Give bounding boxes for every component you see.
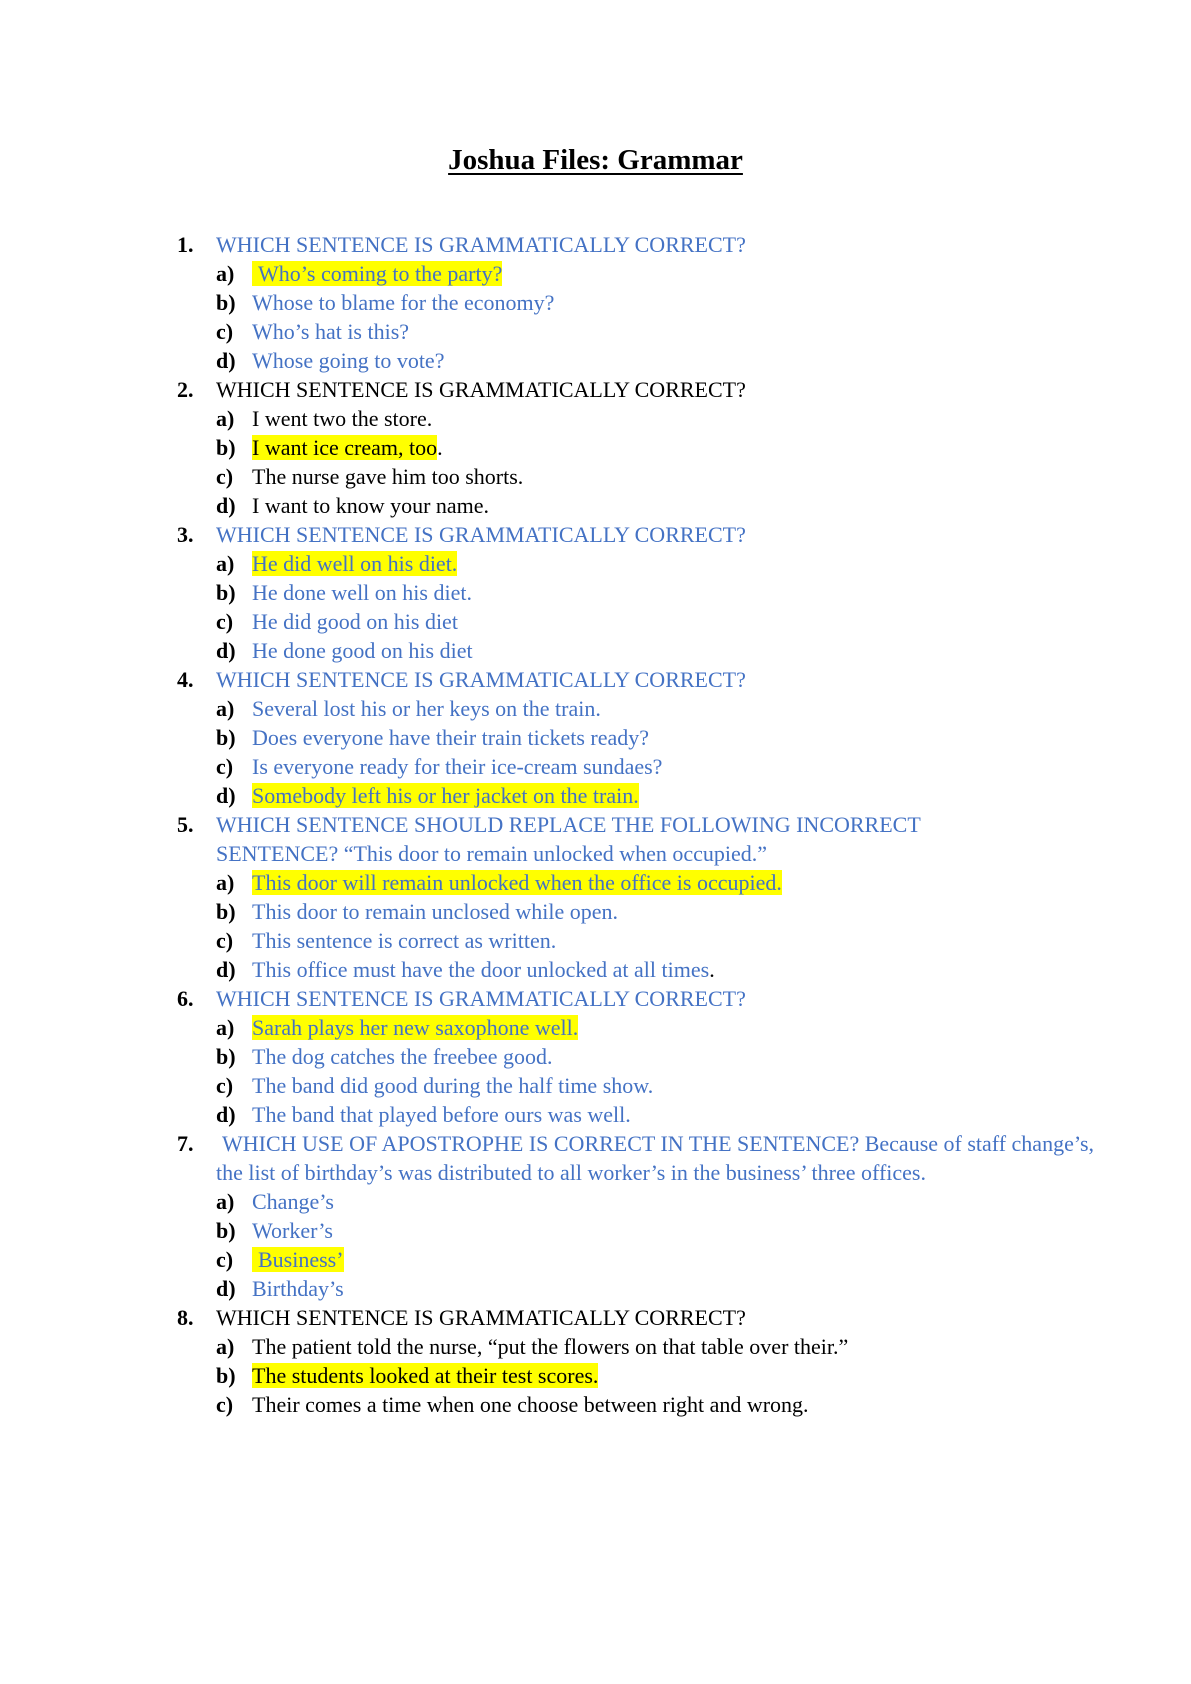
option-d — [177, 346, 1097, 375]
option-letter: c) — [216, 928, 234, 953]
option-text-highlighted: Somebody left his or her jacket on the train. — [252, 783, 639, 808]
option-letter: a) — [216, 1015, 235, 1040]
option-letter: a) — [216, 696, 235, 721]
option-tail: . — [709, 957, 715, 982]
question-text: WHICH SENTENCE IS GRAMMATICALLY CORRECT? — [216, 522, 746, 547]
option-c — [177, 317, 1097, 346]
option-c — [177, 462, 1097, 491]
option-text: The band did good during the half time show. — [252, 1073, 654, 1098]
option-letter: c) — [216, 1247, 234, 1272]
question-number: 2. — [177, 377, 194, 402]
question-stem — [177, 810, 956, 868]
question-text: WHICH SENTENCE SHOULD REPLACE THE FOLLOWING INCORRECT SENTENCE? “This door to remain unlocked when occupied.” — [216, 812, 921, 866]
question-stem — [177, 230, 1097, 259]
question-stem — [177, 520, 1097, 549]
option-d — [177, 955, 1097, 984]
option-text: He did good on his diet — [252, 609, 458, 634]
option-a — [177, 1013, 1097, 1042]
question-8 — [177, 1303, 1097, 1419]
question-4 — [177, 665, 1097, 810]
option-letter: b) — [216, 1044, 236, 1069]
question-stem — [177, 1129, 1096, 1187]
option-a — [177, 868, 1097, 897]
option-letter: a) — [216, 1334, 235, 1359]
option-b — [177, 578, 1097, 607]
option-letter: d) — [216, 1102, 236, 1127]
option-c — [177, 752, 1097, 781]
option-letter: c) — [216, 464, 234, 489]
option-text: The nurse gave him too shorts. — [252, 464, 524, 489]
option-a — [177, 1187, 1097, 1216]
option-text-highlighted: I want ice cream, too — [252, 435, 438, 460]
option-letter: d) — [216, 783, 236, 808]
question-text: WHICH SENTENCE IS GRAMMATICALLY CORRECT? — [216, 377, 746, 402]
question-stem — [177, 1303, 1097, 1332]
option-c — [177, 926, 1097, 955]
option-text-highlighted: The students looked at their test scores. — [252, 1363, 599, 1388]
page-title: Joshua Files: Grammar — [448, 144, 743, 176]
option-text: Does everyone have their train tickets ready? — [252, 725, 650, 750]
option-b — [177, 288, 1097, 317]
option-b — [177, 1361, 1097, 1390]
option-letter: b) — [216, 1218, 236, 1243]
option-letter: c) — [216, 1392, 234, 1417]
option-text: He done good on his diet — [252, 638, 473, 663]
option-letter: a) — [216, 1189, 235, 1214]
question-list — [177, 230, 1097, 1419]
question-text: WHICH SENTENCE IS GRAMMATICALLY CORRECT? — [216, 232, 746, 257]
question-3 — [177, 520, 1097, 665]
option-text: Whose going to vote? — [252, 348, 445, 373]
question-number: 3. — [177, 522, 194, 547]
option-letter: d) — [216, 638, 236, 663]
question-2 — [177, 375, 1097, 520]
option-c — [177, 607, 1097, 636]
option-text-highlighted: He did well on his diet. — [252, 551, 458, 576]
question-number: 8. — [177, 1305, 194, 1330]
option-b — [177, 723, 1097, 752]
question-5 — [177, 810, 1097, 984]
option-c — [177, 1245, 1097, 1274]
option-text-highlighted: Who’s coming to the party? — [252, 261, 502, 286]
option-letter: a) — [216, 551, 235, 576]
option-text-highlighted: Sarah plays her new saxophone well. — [252, 1015, 579, 1040]
option-text: Whose to blame for the economy? — [252, 290, 555, 315]
option-letter: c) — [216, 1073, 234, 1098]
option-a — [177, 1332, 1097, 1361]
option-d — [177, 491, 1097, 520]
option-letter: b) — [216, 1363, 236, 1388]
option-d — [177, 781, 1097, 810]
option-letter: a) — [216, 406, 235, 431]
option-text: I want to know your name. — [252, 493, 490, 518]
option-d — [177, 1100, 1097, 1129]
question-7 — [177, 1129, 1097, 1303]
option-letter: c) — [216, 319, 234, 344]
option-letter: c) — [216, 609, 234, 634]
option-letter: d) — [216, 1276, 236, 1301]
option-a — [177, 259, 1097, 288]
question-stem — [177, 375, 1097, 404]
option-c — [177, 1390, 1097, 1419]
option-text: This sentence is correct as written. — [252, 928, 557, 953]
question-text: WHICH SENTENCE IS GRAMMATICALLY CORRECT? — [216, 986, 746, 1011]
option-letter: c) — [216, 754, 234, 779]
option-d — [177, 1274, 1097, 1303]
option-b — [177, 1042, 1097, 1071]
option-text: The dog catches the freebee good. — [252, 1044, 553, 1069]
question-number: 4. — [177, 667, 194, 692]
option-letter: b) — [216, 290, 236, 315]
option-letter: d) — [216, 493, 236, 518]
option-text-highlighted: Business’ — [252, 1247, 344, 1272]
option-text: Birthday’s — [252, 1276, 344, 1301]
option-text: Is everyone ready for their ice-cream sundaes? — [252, 754, 663, 779]
question-text: WHICH SENTENCE IS GRAMMATICALLY CORRECT? — [216, 667, 746, 692]
question-number: 7. — [177, 1131, 194, 1156]
option-text: This office must have the door unlocked at all times — [252, 957, 710, 982]
question-6 — [177, 984, 1097, 1129]
question-1 — [177, 230, 1097, 375]
option-text: This door to remain unclosed while open. — [252, 899, 618, 924]
option-text: Worker’s — [252, 1218, 333, 1243]
question-stem — [177, 984, 1097, 1013]
option-d — [177, 636, 1097, 665]
option-text: The patient told the nurse, “put the flowers on that table over their.” — [252, 1334, 849, 1359]
option-c — [177, 1071, 1097, 1100]
option-text: He done well on his diet. — [252, 580, 472, 605]
option-a — [177, 404, 1097, 433]
option-a — [177, 694, 1097, 723]
option-letter: b) — [216, 580, 236, 605]
question-number: 1. — [177, 232, 194, 257]
question-number: 6. — [177, 986, 194, 1011]
option-text: Several lost his or her keys on the train. — [252, 696, 601, 721]
option-text: Their comes a time when one choose between right and wrong. — [252, 1392, 809, 1417]
option-letter: d) — [216, 348, 236, 373]
question-text: WHICH SENTENCE IS GRAMMATICALLY CORRECT? — [216, 1305, 746, 1330]
option-text: The band that played before ours was well. — [252, 1102, 631, 1127]
option-text-highlighted: This door will remain unlocked when the office is occupied. — [252, 870, 782, 895]
option-b — [177, 897, 1097, 926]
question-text: WHICH USE OF APOSTROPHE IS CORRECT IN THE SENTENCE? Because of staff change’s, the list of birthday’s was distributed to all worker’s in the business’ three offices. — [216, 1131, 1095, 1185]
option-letter: a) — [216, 870, 235, 895]
option-letter: d) — [216, 957, 236, 982]
option-letter: b) — [216, 725, 236, 750]
option-text: Who’s hat is this? — [252, 319, 410, 344]
option-text: Change’s — [252, 1189, 334, 1214]
option-letter: a) — [216, 261, 235, 286]
option-letter: b) — [216, 435, 236, 460]
question-number: 5. — [177, 812, 194, 837]
option-letter: b) — [216, 899, 236, 924]
option-a — [177, 549, 1097, 578]
option-b — [177, 1216, 1097, 1245]
option-b — [177, 433, 1097, 462]
question-stem — [177, 665, 1097, 694]
option-tail: . — [437, 435, 443, 460]
option-text: I went two the store. — [252, 406, 433, 431]
